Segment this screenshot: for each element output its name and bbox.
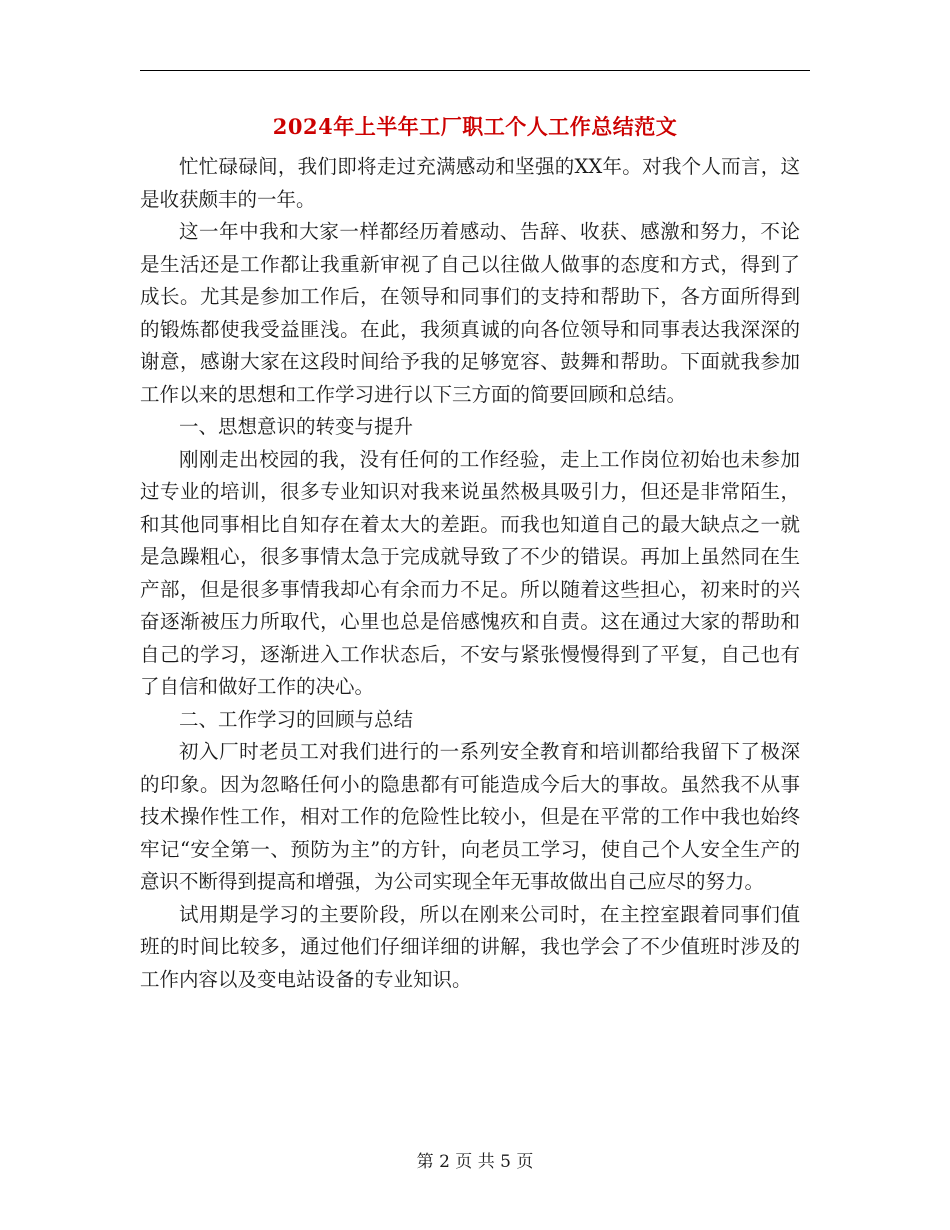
paragraph-intro: 忙忙碌碌间，我们即将走过充满感动和坚强的XX年。对我个人而言，这是收获颇丰的一年。	[140, 155, 800, 211]
paragraph-safety: 初入厂时老员工对我们进行的一系列安全教育和培训都给我留下了极深的印象。因为忽略任何小的隐患都有可能造成今后大的事故。虽然我不从事技术操作性工作，相对工作的危险性比较小，但是在平常的工作中我也始终牢记“安全第一、预防为主”的方针，向老员工学习，使自己个人安全生产的意识不断得到提高和增强，为公司实现全年无事故做出自己应尽的努力。	[140, 740, 800, 893]
section-heading-1: 一、思想意识的转变与提升	[179, 415, 414, 438]
paragraph-overview: 这一年中我和大家一样都经历着感动、告辞、收获、感激和努力，不论是生活还是工作都让我重新审视了自己以往做人做事的态度和方式，得到了成长。尤其是参加工作后，在领导和同事们的支持和帮助下，各方面所得到的锻炼都使我受益匪浅。在此，我须真诚的向各位领导和同事表达我深深的谢意，感谢大家在这段时间给予我的足够宽容、鼓舞和帮助。下面就我参加工作以来的思想和工作学习进行以下三方面的简要回顾和总结。	[140, 220, 800, 406]
page-number-label: 第 2 页 共 5 页	[416, 1152, 534, 1172]
document-body	[140, 151, 800, 996]
paragraph-probation: 试用期是学习的主要阶段，所以在刚来公司时，在主控室跟着同事们值班的时间比较多，通过他们仔细详细的讲解，我也学会了不少值班时涉及的工作内容以及变电站设备的专业知识。	[140, 902, 800, 991]
document-title: 2024年上半年工厂职工个人工作总结范文	[272, 114, 678, 139]
page-footer	[0, 1150, 950, 1174]
paragraph-section-1: 刚刚走出校园的我，没有任何的工作经验，走上工作岗位初始也未参加过专业的培训，很多专业知识对我来说虽然极具吸引力，但还是非常陌生，和其他同事相比自知存在着太大的差距。而我也知道自己的最大缺点之一就是急躁粗心，很多事情太急于完成就导致了不少的错误。再加上虽然同在生产部，但是很多事情我却心有余而力不足。所以随着这些担心，初来时的兴奋逐渐被压力所取代，心里也总是倍感愧疚和自责。这在通过大家的帮助和自己的学习，逐渐进入工作状态后，不安与紧张慢慢得到了平复，自己也有了自信和做好工作的决心。	[140, 447, 800, 698]
header-rule	[140, 70, 810, 71]
section-heading-2: 二、工作学习的回顾与总结	[179, 707, 414, 731]
